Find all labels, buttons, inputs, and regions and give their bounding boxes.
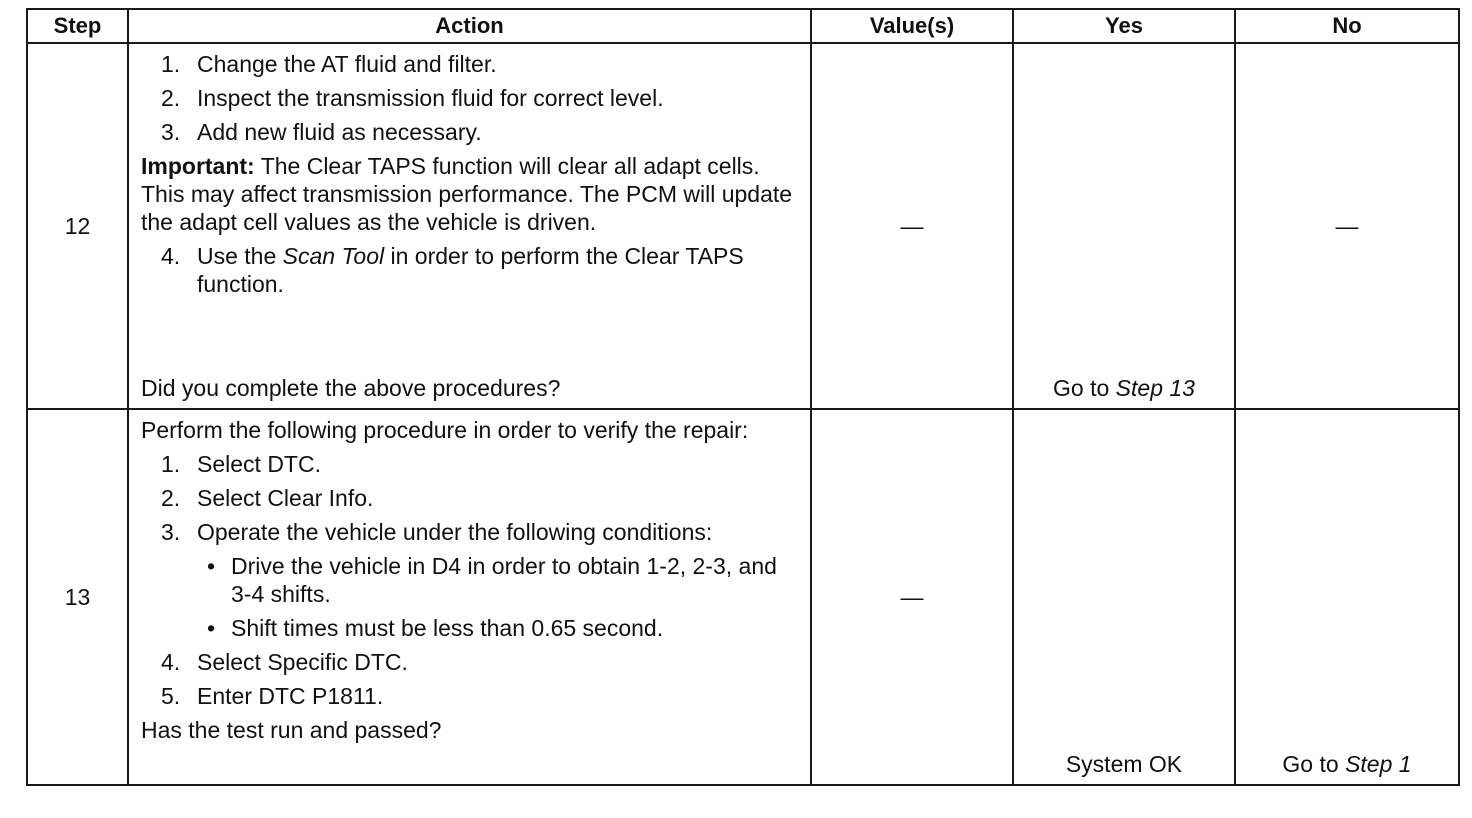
item-text-post: in order to perform the Clear TAPS function. (197, 243, 744, 297)
question-text: Did you complete the above procedures? (141, 375, 561, 401)
no-cell: — (1235, 43, 1459, 409)
header-no: No (1235, 9, 1459, 43)
item-number: 1. (161, 451, 181, 477)
action-cell (128, 409, 811, 785)
scan-tool-term: Scan Tool (282, 243, 385, 269)
list-item (141, 84, 802, 112)
value-cell: — (811, 43, 1013, 409)
item-number: 3. (161, 519, 181, 545)
list-item (141, 484, 802, 512)
item-text: Enter DTC P1811. (197, 683, 384, 709)
table-row-step-12 (27, 43, 1459, 409)
bullet-icon: • (207, 615, 216, 641)
important-text: The Clear TAPS function will clear all adapt cells. This may affect transmission performance. The PCM will update the adapt cell values as the vehicle is driven. (141, 153, 793, 235)
item-number: 4. (161, 649, 181, 675)
yes-cell: System OK (1013, 409, 1235, 785)
item-text: Add new fluid as necessary. (197, 119, 482, 145)
action-cell (128, 43, 811, 409)
list-item (141, 242, 802, 298)
bullet-text: Shift times must be less than 0.65 second. (231, 615, 664, 641)
header-row (27, 9, 1459, 43)
item-number: 1. (161, 51, 181, 77)
bullet-item (141, 614, 802, 642)
item-number: 2. (161, 85, 181, 111)
item-text-pre: Use the (197, 243, 283, 269)
list-item (141, 648, 802, 676)
list-item (141, 518, 802, 546)
intro-text: Perform the following procedure in order to verify the repair: (141, 417, 749, 443)
item-text: Inspect the transmission fluid for correct level. (197, 85, 664, 111)
yes-cell (1013, 43, 1235, 409)
header-action: Action (128, 9, 811, 43)
list-item (141, 118, 802, 146)
item-text: Change the AT fluid and filter. (197, 51, 497, 77)
item-number: 3. (161, 119, 181, 145)
important-note (141, 152, 802, 236)
header-step: Step (27, 9, 128, 43)
item-number: 5. (161, 683, 181, 709)
list-item (141, 450, 802, 478)
important-label: Important: (141, 153, 255, 179)
bullet-item (141, 552, 802, 608)
yes-step-link[interactable]: Step 13 (1115, 375, 1195, 401)
yes-pre: Go to (1053, 375, 1116, 401)
no-step-link[interactable]: Step 1 (1345, 751, 1412, 777)
question-text: Has the test run and passed? (141, 717, 442, 743)
item-text: Operate the vehicle under the following conditions: (197, 519, 713, 545)
bullet-text: Drive the vehicle in D4 in order to obtain 1-2, 2-3, and 3-4 shifts. (231, 553, 777, 607)
bullet-icon: • (207, 553, 216, 579)
no-cell (1235, 409, 1459, 785)
header-values: Value(s) (811, 9, 1013, 43)
item-text: Select DTC. (197, 451, 321, 477)
step-number: 13 (27, 409, 128, 785)
table-row-step-13 (27, 409, 1459, 785)
no-pre: Go to (1282, 751, 1346, 777)
item-text: Select Specific DTC. (197, 649, 408, 675)
list-item (141, 682, 802, 710)
list-item (141, 50, 802, 78)
item-number: 4. (161, 243, 181, 269)
item-text (197, 242, 802, 298)
item-number: 2. (161, 485, 181, 511)
step-number: 12 (27, 43, 128, 409)
item-text: Select Clear Info. (197, 485, 374, 511)
value-cell: — (811, 409, 1013, 785)
diagnostic-table (26, 8, 1460, 786)
header-yes: Yes (1013, 9, 1235, 43)
